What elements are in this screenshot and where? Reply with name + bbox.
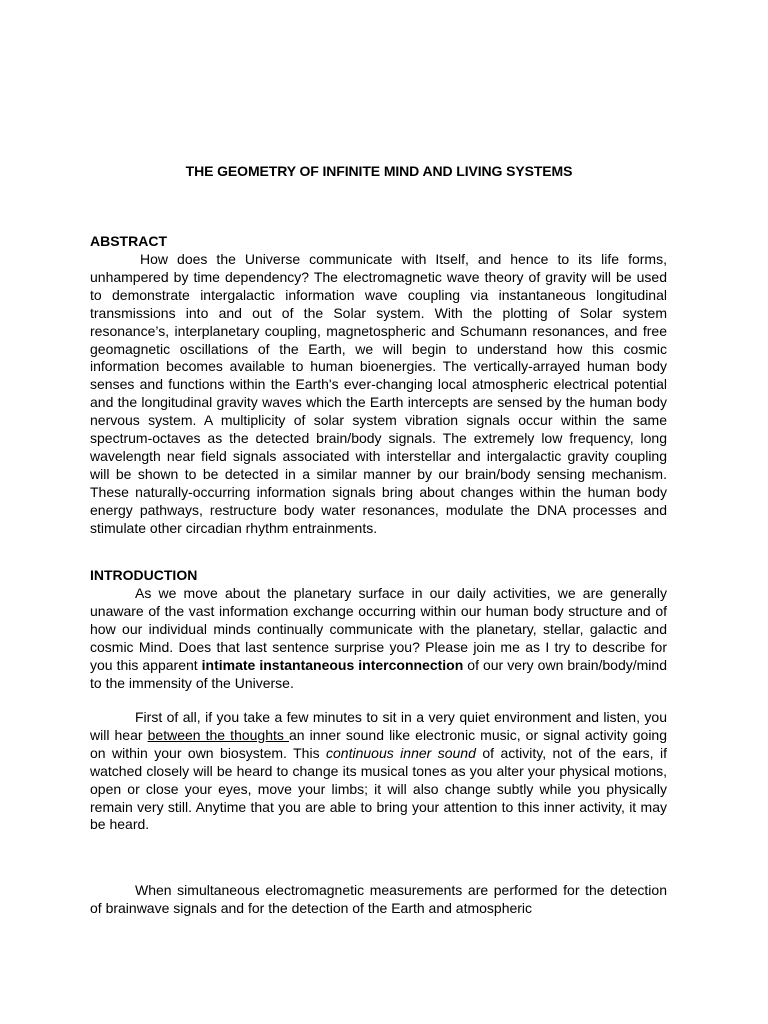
underlined-phrase: between the thoughts: [147, 726, 289, 743]
bold-phrase: intimate instantaneous interconnection: [201, 656, 464, 673]
introduction-paragraph-3: When simultaneous electromagnetic measurements are performed for the detection of brainwave signals and for the detection of the Earth and atmospheric: [90, 882, 667, 916]
text-run: of activity, not of the ears, if watched closely will be heard to change its musical tones as you alter your physical motions, open or close your eyes, move your limbs; it will also change subtly while you physically remain very still. Anytime that you are able to bring your attention to this inner activity, it may be heard.: [90, 744, 667, 833]
text-run: of our very own brain/body/mind to the immensity of the Universe.: [90, 656, 667, 691]
introduction-paragraph-1: [90, 585, 667, 692]
introduction-heading: INTRODUCTION: [90, 567, 198, 583]
text-run: First of all, if you take a few minutes to sit in a very quiet environment and listen, you will hear: [90, 709, 667, 743]
text-run: an inner sound like electronic music, or signal activity going on within your own biosystem. This: [90, 726, 667, 761]
abstract-paragraph: How does the Universe communicate with Itself, and hence to its life forms, unhampered by time dependency? The electromagnetic wave theory of gravity will be used to demonstrate intergalactic information wave coupling via instantaneous longitudinal transmissions into and out of the Solar system. With the plotting of Solar system resonance’s, interplanetary coupling, magnetospheric and Schumann resonances, and free geomagnetic oscillations of the Earth, we will begin to understand how this cosmic information becomes available to human bioenergies. The vertically-arrayed human body senses and functions within the Earth's ever-changing local atmospheric electrical potential and the longitudinal gravity waves which the Earth intercepts are sensed by the human body nervous system. A multiplicity of solar system vibration signals occur within the same spectrum-octaves as the detected brain/body signals. The extremely low frequency, long wavelength near field signals associated with interstellar and intergalactic gravity coupling will be shown to be detected in a similar manner by our brain/body sensing mechanism. These naturally-occurring information signals bring about changes within the human body energy pathways, restructure body water resonances, modulate the DNA processes and stimulate other circadian rhythm entrainments.: [90, 251, 667, 536]
document-title: THE GEOMETRY OF INFINITE MIND AND LIVING SYSTEMS: [185, 163, 573, 179]
introduction-paragraph-2: [90, 709, 667, 834]
abstract-heading: ABSTRACT: [90, 233, 167, 249]
text-run: As we move about the planetary surface in our daily activities, we are generally unaware of the vast information exchange occurring within our human body structure and of how our individual minds continually communicate with the planetary, stellar, galactic and cosmic Mind. Does that last sentence surprise you? Please join me as I try to describe for you this apparent: [90, 585, 667, 673]
italic-phrase: continuous inner sound: [326, 744, 476, 761]
